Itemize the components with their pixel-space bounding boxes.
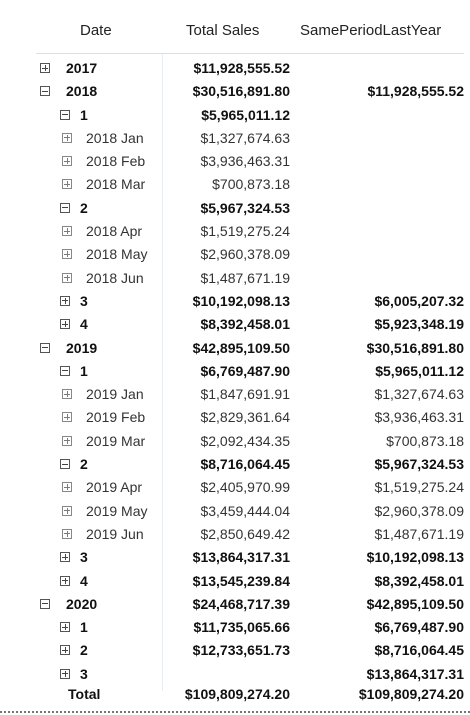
row-label: 2018 Mar (86, 176, 146, 193)
same-period-cell: $30,516,891.80 (366, 339, 464, 356)
table-row[interactable] (0, 361, 470, 384)
column-header-date[interactable]: Date (80, 22, 112, 39)
expand-icon[interactable] (60, 645, 70, 655)
total-sales-cell: $8,392,458.01 (200, 316, 290, 333)
column-header-same-period-last-year[interactable]: SamePeriodLastYear (300, 22, 442, 39)
visual-border (0, 711, 470, 713)
row-label: 2019 Apr (86, 479, 143, 496)
matrix-header (0, 0, 470, 54)
row-label: 3 (80, 292, 88, 309)
expand-icon[interactable] (62, 226, 72, 236)
collapse-icon[interactable] (60, 110, 70, 120)
table-row[interactable] (0, 338, 470, 361)
total-sales-cell: $3,459,444.04 (200, 502, 290, 519)
row-label: 2018 Jan (86, 129, 144, 146)
table-row[interactable] (0, 501, 470, 524)
table-row[interactable] (0, 664, 470, 682)
total-sales-cell: $11,735,065.66 (193, 619, 290, 636)
total-sales-cell: $2,829,361.64 (200, 409, 290, 426)
table-row[interactable] (0, 81, 470, 104)
table-row[interactable] (0, 640, 470, 663)
table-row[interactable] (0, 571, 470, 594)
same-period-cell: $5,965,011.12 (375, 362, 464, 379)
expand-icon[interactable] (60, 296, 70, 306)
row-label: 2018 Feb (86, 153, 146, 170)
total-sales-cell: $5,967,324.53 (200, 199, 290, 216)
total-sales-cell: $13,545,239.84 (192, 572, 290, 589)
same-period-cell: $8,392,458.01 (374, 572, 464, 589)
expand-icon[interactable] (62, 506, 72, 516)
expand-icon[interactable] (60, 552, 70, 562)
expand-icon[interactable] (40, 63, 50, 73)
table-row[interactable] (0, 268, 470, 291)
expand-icon[interactable] (62, 436, 72, 446)
row-label: 2018 Jun (86, 269, 144, 286)
same-period-cell: $1,519,275.24 (374, 479, 464, 496)
total-sales-cell: $2,850,649.42 (200, 525, 290, 542)
row-label: 1 (80, 106, 88, 123)
expand-icon[interactable] (62, 156, 72, 166)
row-label: 2019 Jan (86, 386, 144, 403)
same-period-total: $109,809,274.20 (358, 686, 464, 702)
total-sales-cell: $11,928,555.52 (193, 60, 290, 76)
row-label: 1 (80, 619, 88, 636)
expand-icon[interactable] (60, 669, 70, 679)
table-row[interactable] (0, 58, 470, 81)
row-label: 2019 Feb (86, 409, 146, 426)
table-row[interactable] (0, 617, 470, 640)
row-label: 4 (80, 316, 88, 333)
expand-icon[interactable] (60, 576, 70, 586)
collapse-icon[interactable] (40, 599, 50, 609)
row-label: 2018 May (86, 246, 148, 263)
table-row[interactable] (0, 105, 470, 128)
expand-icon[interactable] (62, 273, 72, 283)
same-period-cell: $3,936,463.31 (374, 409, 464, 426)
collapse-icon[interactable] (60, 459, 70, 469)
total-sales-cell: $1,327,674.63 (200, 129, 290, 146)
collapse-icon[interactable] (60, 366, 70, 376)
same-period-cell: $42,895,109.50 (366, 595, 464, 612)
table-row[interactable] (0, 314, 470, 337)
same-period-cell: $5,923,348.19 (374, 316, 464, 333)
expand-icon[interactable] (62, 179, 72, 189)
same-period-cell: $1,327,674.63 (374, 386, 464, 403)
total-sales-cell: $3,936,463.31 (200, 153, 290, 170)
table-row[interactable] (0, 454, 470, 477)
table-row[interactable] (0, 174, 470, 197)
total-sales-cell: $24,468,717.39 (192, 595, 290, 612)
column-header-total-sales[interactable]: Total Sales (186, 22, 260, 39)
total-sales-cell: $1,847,691.91 (200, 386, 290, 403)
row-label: 2 (80, 642, 88, 659)
total-sales-cell: $2,405,970.99 (200, 479, 290, 496)
table-row[interactable] (0, 407, 470, 430)
row-label: 1 (80, 362, 88, 379)
total-sales-cell: $2,960,378.09 (200, 246, 290, 263)
total-sales-cell: $12,733,651.73 (192, 642, 290, 659)
same-period-cell: $700,873.18 (386, 432, 464, 449)
total-sales-cell: $6,769,487.90 (200, 362, 290, 379)
table-row[interactable] (0, 477, 470, 500)
collapse-icon[interactable] (60, 203, 70, 213)
expand-icon[interactable] (60, 622, 70, 632)
total-row (0, 684, 470, 706)
table-row[interactable] (0, 594, 470, 617)
same-period-cell: $5,967,324.53 (374, 456, 464, 473)
collapse-icon[interactable] (40, 343, 50, 353)
row-label: 2 (80, 199, 88, 216)
collapse-icon[interactable] (40, 86, 50, 96)
row-label: 4 (80, 572, 88, 589)
total-sales-cell: $13,864,317.31 (192, 549, 290, 566)
total-sales-cell: $5,965,011.12 (201, 106, 290, 123)
table-row[interactable] (0, 128, 470, 151)
expand-icon[interactable] (62, 412, 72, 422)
table-row[interactable] (0, 198, 470, 221)
table-row[interactable] (0, 244, 470, 267)
same-period-cell: $2,960,378.09 (374, 502, 464, 519)
table-row[interactable] (0, 431, 470, 454)
table-row[interactable] (0, 151, 470, 174)
table-row[interactable] (0, 547, 470, 570)
expand-icon[interactable] (62, 133, 72, 143)
same-period-cell: $6,005,207.32 (374, 292, 464, 309)
expand-icon[interactable] (62, 249, 72, 259)
table-row[interactable] (0, 291, 470, 314)
expand-icon[interactable] (60, 319, 70, 329)
total-sales-cell: $10,192,098.13 (192, 292, 290, 309)
total-sales-cell: $1,519,275.24 (200, 223, 290, 240)
row-label: 2017 (66, 60, 98, 76)
same-period-cell: $8,716,064.45 (374, 642, 464, 659)
matrix-rows (0, 58, 470, 682)
expand-icon[interactable] (62, 482, 72, 492)
total-sales-cell: $30,516,891.80 (192, 83, 290, 100)
total-sales-cell: $1,487,671.19 (200, 269, 290, 286)
total-sales-cell: $8,716,064.45 (200, 456, 290, 473)
row-label: 2020 (66, 595, 98, 612)
expand-icon[interactable] (62, 389, 72, 399)
row-label: 2 (80, 456, 88, 473)
row-label: 2019 (66, 339, 98, 356)
total-sales-cell: $42,895,109.50 (192, 339, 290, 356)
row-label: 3 (80, 549, 88, 566)
row-label: 2019 Mar (86, 432, 146, 449)
same-period-cell: $13,864,317.31 (366, 665, 464, 682)
total-label: Total (68, 686, 101, 702)
header-divider (36, 53, 464, 54)
total-sales-cell: $700,873.18 (212, 176, 290, 193)
row-label: 2019 May (86, 502, 148, 519)
same-period-cell: $11,928,555.52 (367, 83, 464, 100)
row-label: 3 (80, 665, 88, 682)
row-label: 2018 Apr (86, 223, 143, 240)
table-row[interactable] (0, 524, 470, 547)
same-period-cell: $10,192,098.13 (366, 549, 464, 566)
same-period-cell: $6,769,487.90 (374, 619, 464, 636)
row-label: 2018 (66, 83, 98, 100)
total-sales-cell: $2,092,434.35 (200, 432, 290, 449)
table-row[interactable] (0, 384, 470, 407)
same-period-cell: $1,487,671.19 (374, 525, 464, 542)
total-sales-total: $109,809,274.20 (184, 686, 290, 702)
table-row[interactable] (0, 221, 470, 244)
row-label: 2019 Jun (86, 525, 144, 542)
expand-icon[interactable] (62, 529, 72, 539)
